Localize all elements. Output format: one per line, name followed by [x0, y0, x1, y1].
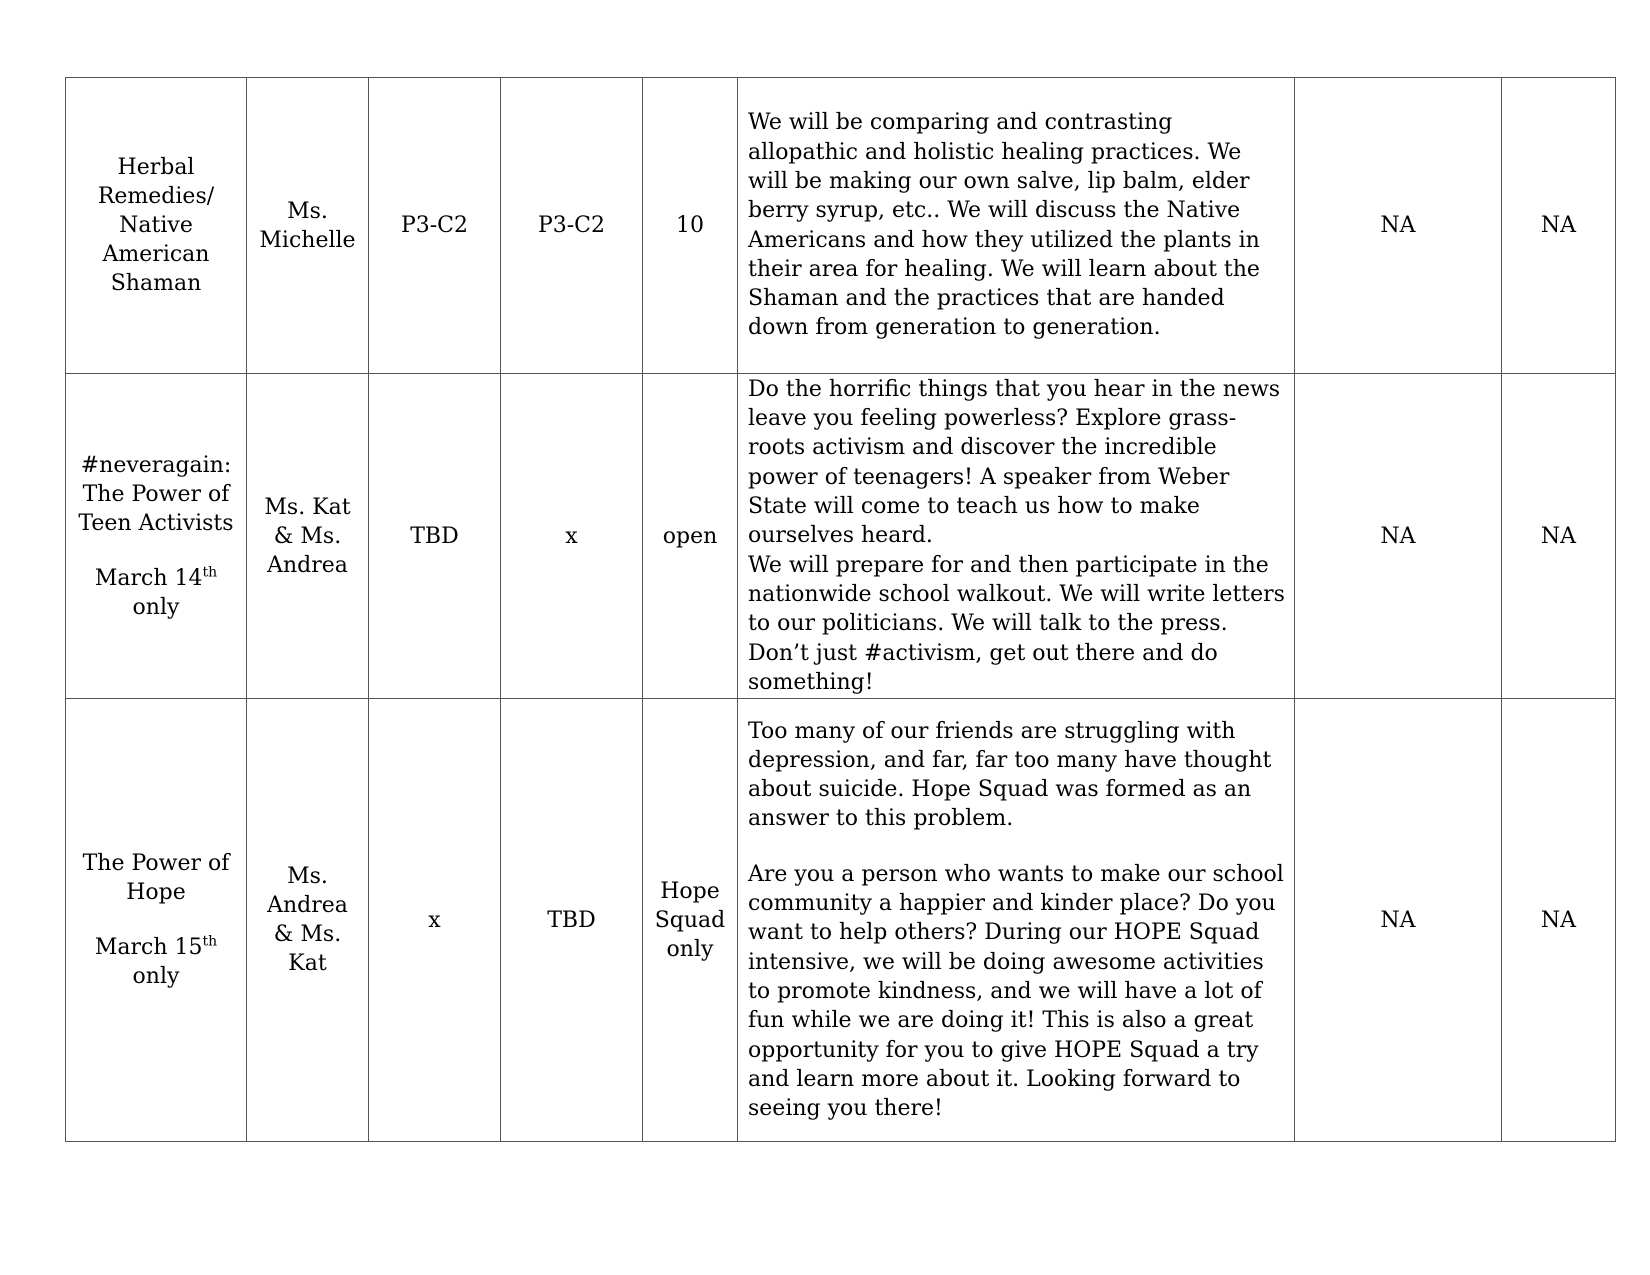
- teacher-cell: [247, 699, 369, 1142]
- period-cell: [501, 699, 643, 1142]
- description-paragraph: Too many of our friends are struggling with depression, and far, far too many have thought about suicide. Hope Squad was formed as an answer to this problem.: [748, 718, 1272, 832]
- capacity-value: Hope Squad only: [654, 878, 726, 962]
- course-name-cell: [66, 374, 247, 699]
- na-value: NA: [1380, 523, 1416, 549]
- teacher-name: Ms. Kat & Ms. Andrea: [264, 494, 351, 578]
- date-suffix-sup: th: [202, 564, 218, 581]
- teacher-cell: [247, 374, 369, 699]
- course-table: [65, 77, 1616, 1142]
- na-value: NA: [1380, 907, 1416, 933]
- teacher-name: Ms. Michelle: [259, 198, 356, 253]
- period-cell: [369, 699, 501, 1142]
- description-paragraph: Do the horrific things that you hear in the news leave you feeling powerless? Explore grass-roots activism and discover the incredible power of teenagers! A speaker from Weber State will come to teach us how to make ourselves heard.: [748, 376, 1281, 549]
- date-text: March 14: [94, 565, 203, 591]
- date-only: only: [132, 964, 180, 989]
- description-cell: [738, 699, 1295, 1142]
- na-value: NA: [1540, 523, 1577, 549]
- capacity-value: 10: [676, 213, 704, 238]
- period-value: TBD: [410, 523, 459, 549]
- period-value: TBD: [547, 907, 596, 933]
- period-cell: [501, 374, 643, 699]
- period-value: x: [565, 523, 578, 549]
- course-name-cell: [66, 699, 247, 1142]
- description-cell: [738, 78, 1295, 374]
- table-row: [66, 78, 1616, 374]
- course-date: [74, 933, 238, 962]
- na-cell: [1502, 374, 1616, 699]
- na-cell: [1502, 78, 1616, 374]
- description-text: We will be comparing and contrasting allopathic and holistic healing practices. We will be making our own salve, lip balm, elder berry syrup, etc.. We will discuss the Native Americans and how they utilized the plants in their area for healing. We will learn about the Shaman and the practices that are handed down from generation to generation.: [748, 110, 1260, 341]
- date-text: March 15: [94, 935, 203, 960]
- na-cell: [1295, 78, 1502, 374]
- course-name: Herbal Remedies/ Native American Shaman: [97, 155, 215, 296]
- period-value: P3-C2: [537, 213, 606, 238]
- period-cell: [369, 78, 501, 374]
- date-suffix-sup: th: [202, 933, 218, 950]
- description-cell: [738, 374, 1295, 699]
- capacity-cell: [643, 374, 738, 699]
- teacher-cell: [247, 78, 369, 374]
- course-name-cell: [66, 78, 247, 374]
- capacity-cell: [643, 78, 738, 374]
- na-cell: [1502, 699, 1616, 1142]
- description-paragraph: Are you a person who wants to make our school community a happier and kinder place? Do you want to help others? During our HOPE Squad intensive, we will be doing awesome activities to promote kindness, and we will have a lot of fun while we are doing it! This is also a great opportunity for you to give HOPE Squad a try and learn more about it. Looking forward to seeing you there!: [748, 861, 1284, 1122]
- period-value: x: [428, 907, 441, 933]
- period-cell: [501, 78, 643, 374]
- teacher-name: Ms. Andrea & Ms. Kat: [267, 864, 348, 976]
- date-only: only: [132, 594, 180, 620]
- course-name: The Power of Hope: [82, 851, 230, 905]
- description-paragraph: We will prepare for and then participate in the nationwide school walkout. We will write letters to our politicians. We will talk to the press. Don’t just #activism, get out there and do something!: [748, 552, 1285, 695]
- na-cell: [1295, 699, 1502, 1142]
- na-value: NA: [1540, 907, 1577, 933]
- na-cell: [1295, 374, 1502, 699]
- period-value: P3-C2: [400, 213, 469, 238]
- capacity-value: open: [662, 523, 718, 549]
- na-value: NA: [1380, 213, 1416, 238]
- course-date: [74, 564, 238, 593]
- period-cell: [369, 374, 501, 699]
- capacity-cell: [643, 699, 738, 1142]
- course-name: #neveragain: The Power of Teen Activists: [78, 452, 234, 536]
- table-row: [66, 374, 1616, 699]
- table-row: [66, 699, 1616, 1142]
- na-value: NA: [1540, 213, 1577, 238]
